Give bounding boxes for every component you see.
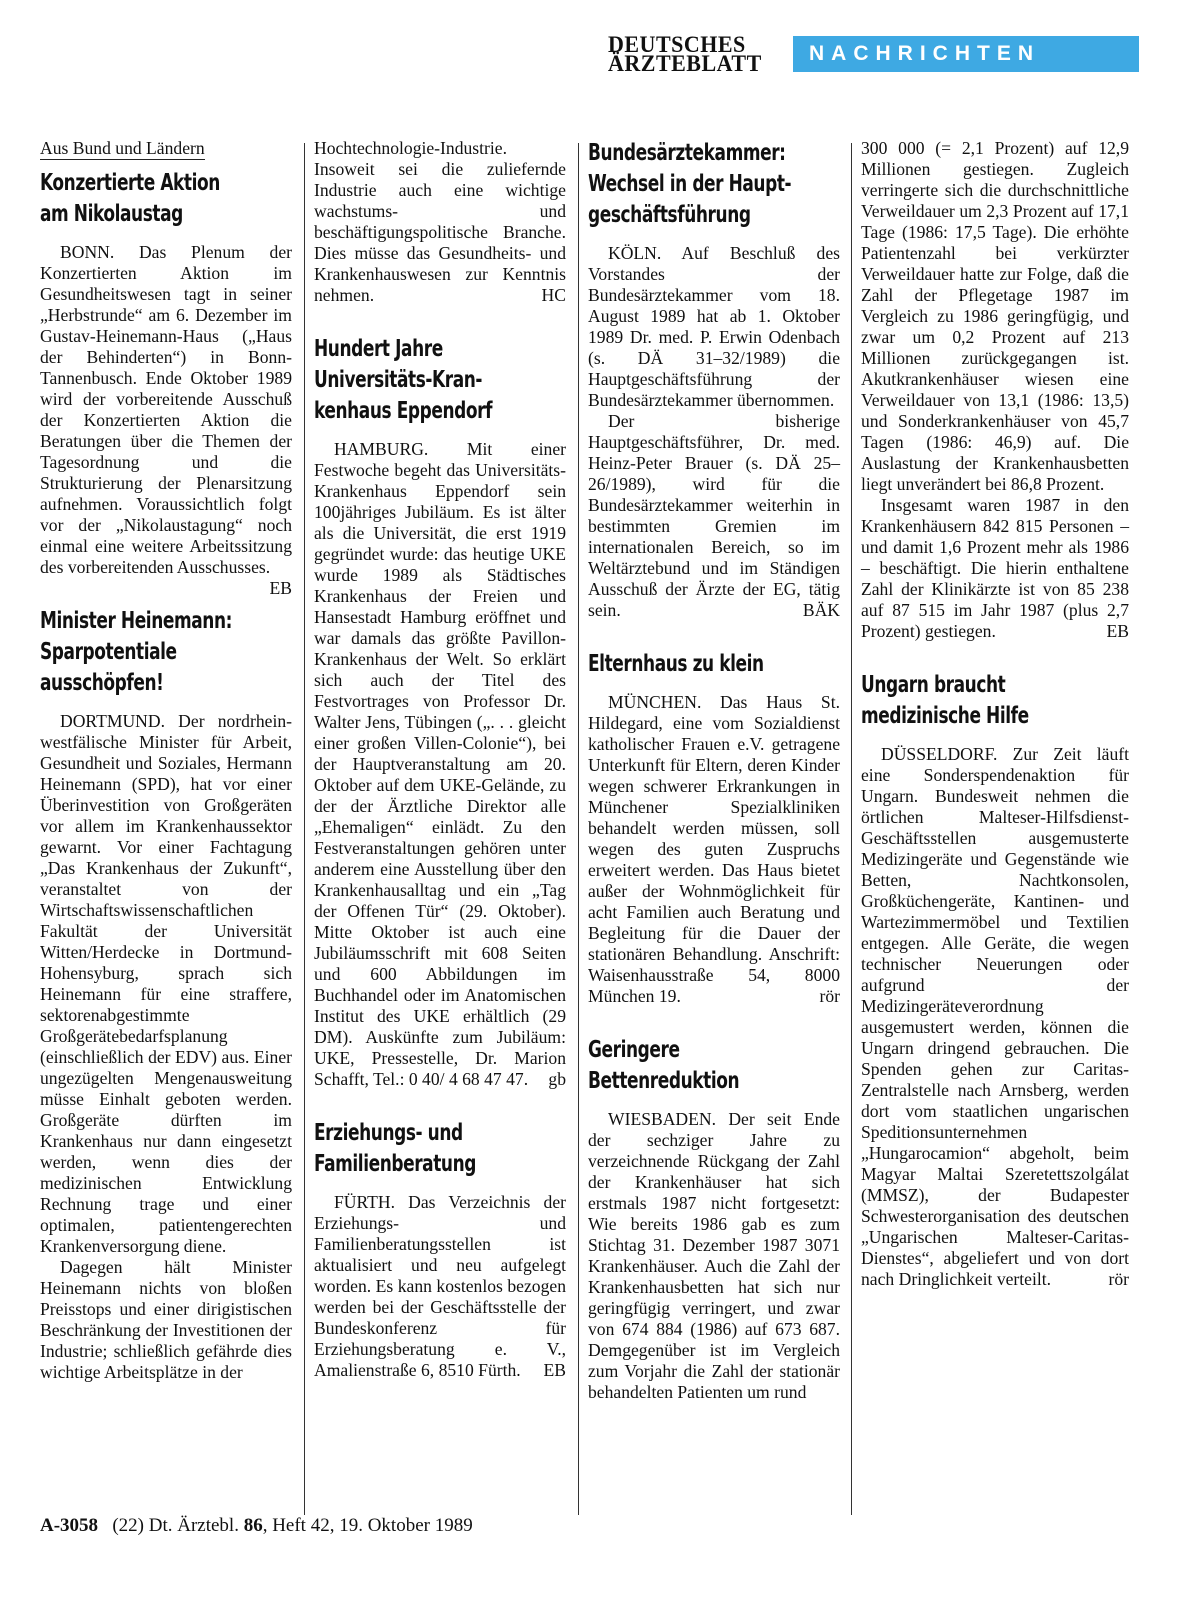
author-signature: HC [541,285,566,305]
headline-minister-heinemann: Minister Heinemann: Sparpotentiale ausschöpfen! [40,608,233,696]
author-signature: rör [819,986,840,1006]
issue-prefix: (22) Dt. Ärztebl. [112,1515,239,1536]
article-body: BONN. Das Plenum der Konzertierten Aktion im Gesundheitswesen tagt in seiner „Herbstrunde“ am 6. Dezember im Gustav-Heinemann-Haus („Haus der Behinderten“) in Bonn-Tannenbusch. Ende Oktober 1989 wird der vorbereitende Ausschuß der Konzertierten Aktion die Beratungen über die Themen der Tagesordnung und die Strukturierung der Plenarsitzung aufnehmen. Voraussichtlich folgt vor der „Nikolaustagung“ noch einmal eine weitere Arbeitssitzung des vorbereitenden Ausschusses. EB [40,242,292,598]
article-body: KÖLN. Auf Beschluß des Vorstandes der Bundesärztekammer vom 18. August 1989 hat ab 1. Oktober 1989 Dr. med. P. Erwin Odenbach (s. DÄ 31–32/1989) die Hauptgeschäftsführung der Bundesärztekammer übernommen. [588,243,840,410]
column-divider [851,143,852,1515]
page-number: A-3058 [40,1515,99,1536]
masthead-line-2: ÄRZTEBLATT [608,49,762,77]
column-1 [40,138,292,1383]
article-body: Hochtechnologie-Industrie. Insoweit sei die zuliefernde Industrie auch eine wichtige wachstums- und beschäftigungspolitische Branche. Dies müsse das Gesundheits- und Krankenhauswesen zur Kenntnis nehmen. HC [314,138,566,305]
author-signature: gb [548,1069,566,1089]
issue-info: , Heft 42, 19. Oktober 1989 [262,1515,473,1536]
article-body: FÜRTH. Das Verzeichnis der Erziehungs- und Familienberatungsstellen ist aktualisiert und neu aufgelegt worden. Es kann kostenlos bezogen werden bei der Geschäftsstelle der Bundeskonferenz für Erziehungsberatung e. V., Amalienstraße 6, 8510 Fürth. EB [314,1192,566,1380]
headline-bundesaerztekammer: Bundesärztekammer: Wechsel in der Haupt- geschäftsführung [588,140,792,228]
column-divider [578,143,579,1515]
author-signature: EB [1106,621,1129,641]
headline-erziehungsberatung: Erziehungs- und Familienberatung [314,1120,476,1177]
volume-number: 86 [243,1515,263,1536]
author-signature: BÄK [802,600,840,620]
article-body: DORTMUND. Der nordrhein-westfälische Minister für Arbeit, Gesundheit und Soziales, Hermann Heinemann (SPD), hat vor einer Überinvestition von Großgeräten vor allem im Krankenhaussektor gewarnt. Vor einer Fachtagung „Das Krankenhaus der Zukunft“, veranstaltet von der Wirtschaftswissenschaftlichen Fakultät der Universität Witten/Herdecke in Dortmund-Hohensyburg, sprach sich Heinemann für eine straffere, sektorenabgestimmte Großgerätebedarfsplanung (einschließlich der EDV) aus. Einer ungezügelten Mengenausweitung müsse Einhalt geboten werden. Großgeräte dürften im Krankenhaus nur dann eingesetzt werden, wenn dies der medizinischen Entwicklung Rechnung trage und einer optimalen, patientengerechten Krankenversorgung diene. [40,711,292,1256]
page-footer [40,1514,473,1538]
article-body: WIESBADEN. Der seit Ende der sechziger Jahre zu verzeichnende Rückgang der Zahl der Krankenhäuser hat sich erstmals 1987 nicht fortgesetzt: Wie bereits 1986 gab es zum Stichtag 31. Dezember 1987 3071 Krankenhäuser. Auch die Zahl der Krankenhausbetten hat sich nur geringfügig verringert, und zwar von 674 884 (1986) auf 673 687. Demgegenüber ist im Vergleich zum Vorjahr die Zahl der stationär behandelten Patienten um rund [588,1109,840,1402]
author-signature: rör [1108,1269,1129,1289]
article-body: Der bisherige Hauptgeschäftsführer, Dr. med. Heinz-Peter Brauer (s. DÄ 25–26/1989), wird für die Bundesärztekammer weiterhin in bestimmten Gremien im internationalen Bereich, so im Weltärztebund und im Ständigen Ausschuß der Ärzte der EG, tätig sein. BÄK [588,411,840,620]
column-2 [314,138,566,1381]
section-label: NACHRICHTEN [793,36,1139,72]
masthead-logo [608,30,762,77]
article-body: Dagegen hält Minister Heinemann nichts von bloßen Preisstops und einer dirigistischen Beschränkung der Investitionen der Industrie; schließlich gefährde dies wichtige Arbeitsplätze in der [40,1257,292,1382]
article-body: MÜNCHEN. Das Haus St. Hildegard, eine vom Sozialdienst katholischer Frauen e.V. getragene Unterkunft für Eltern, deren Kinder wegen schwerer Erkrankungen in Münchener Spezialkliniken behandelt werden müssen, soll wegen des guten Zuspruchs erweitert werden. Das Haus bietet außer der Wohnmöglichkeit für acht Familien auch Beratung und Begleitung für die Dauer der stationären Behandlung. Anschrift: Waisenhausstraße 54, 8000 München 19. rör [588,692,840,1006]
author-signature: EB [269,578,292,598]
column-4 [861,138,1129,1290]
article-body: HAMBURG. Mit einer Festwoche begeht das Universitäts-Krankenhaus Eppendorf sein 100jähriges Jubiläum. Es ist älter als die Universität, die erst 1919 gegründet wurde: das heutige UKE wurde 1989 als Städtisches Krankenhaus der Freien und Hansestadt Hamburg eröffnet und war damals das größte Pavillon-Krankenhaus der Welt. So erklärt sich auch der Titel des Festvortrages von Professor Dr. Walter Jens, Tübingen („. . . gleicht einer großen Villen-Colonie“), bei der Hauptveranstaltung am 20. Oktober auf dem UKE-Gelände, zu der der Ärztliche Direktor alle „Ehemaligen“ einlädt. Zu den Festveranstaltungen gehören unter anderem eine Ausstellung über den Krankenhausalltag und ein „Tag der Offenen Tür“ (29. Oktober). Mitte Oktober ist auch eine Jubiläumsschrift mit 608 Seiten und 600 Abbildungen im Buchhandel oder im Anatomischen Institut des UKE erhältlich (29 DM). Auskünfte zum Jubiläum: UKE, Pressestelle, Dr. Marion Schafft, Tel.: 0 40/ 4 68 47 47. gb [314,439,566,1089]
headline-konzertierte-aktion: Konzertierte Aktion am Nikolaustag [40,170,220,227]
headline-bettenreduktion: Geringere Bettenreduktion [588,1037,740,1094]
kicker: Aus Bund und Ländern [40,138,205,158]
author-signature: EB [543,1360,566,1380]
article-body: Insgesamt waren 1987 in den Krankenhäusern 842 815 Personen – und damit 1,6 Prozent mehr als 1986 – beschäftigt. Die hierin enthaltene Zahl der Klinikärzte ist von 85 238 auf 87 515 im Jahr 1987 (plus 2,7 Prozent) gestiegen. EB [861,495,1129,641]
masthead-line-1: DEUTSCHES [608,30,746,58]
headline-elternhaus: Elternhaus zu klein [588,651,764,677]
headline-ungarn: Ungarn braucht medizinische Hilfe [861,672,1029,729]
article-body: DÜSSELDORF. Zur Zeit läuft eine Sonderspendenaktion für Ungarn. Bundesweit nehmen die örtlichen Malteser-Hilfsdienst-Geschäftsstellen ausgemusterte Medizingeräte und Gegenstände wie Betten, Nachtkonsolen, Großküchengeräte, Kantinen- und Wartezimmermöbel und Textilien entgegen. Alle Geräte, die wegen technischer Neuerungen oder aufgrund der Medizingeräteverordnung ausgemustert werden, können die Ungarn dringend gebrauchen. Die Spenden gehen zur Caritas-Zentralstelle nach Arnsberg, werden dort vom staatlichen ungarischen Speditionsunternehmen „Hungarocamion“ abgeholt, beim Magyar Maltai Szeretettszolgálat (MMSZ), der Budapester Schwesterorganisation des deutschen „Ungarischen Malteser-Caritas-Dienstes“, abgeliefert und von dort nach Dringlichkeit verteilt. rör [861,744,1129,1289]
column-divider [304,143,305,1515]
article-body: 300 000 (= 2,1 Prozent) auf 12,9 Millionen gestiegen. Zugleich verringerte sich die durchschnittliche Verweildauer um 2,3 Prozent auf 17,1 Tage (1986: 17,5 Tage). Die erhöhte Patientenzahl bei verkürzter Verweildauer hatte zur Folge, daß die Zahl der Pflegetage 1987 im Vergleich zu 1986 geringfügig, und zwar um 0,2 Prozent auf 213 Millionen zurückgegangen ist. Akutkrankenhäuser wiesen eine Verweildauer von 13,1 (1986: 13,5) und Sonderkrankenhäuser von 45,7 Tagen (1986: 46,9) auf. Die Auslastung der Krankenhausbetten liegt unverändert bei 86,8 Prozent. [861,138,1129,494]
headline-hundert-jahre: Hundert Jahre Universitäts-Kran- kenhaus Eppendorf [314,336,493,424]
column-3 [588,138,840,1403]
